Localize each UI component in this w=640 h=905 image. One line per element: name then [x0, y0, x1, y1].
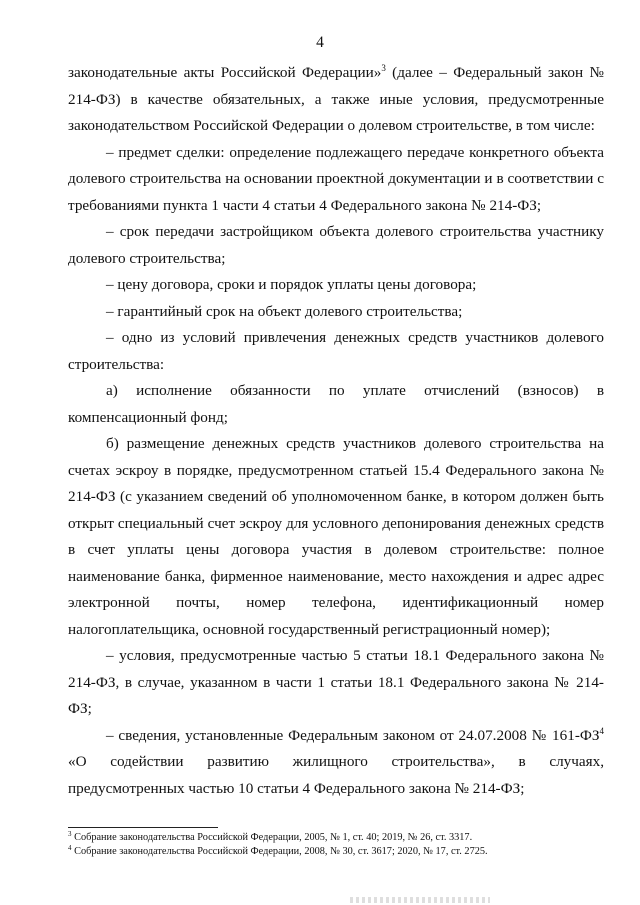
paragraph-price: – цену договора, сроки и порядок уплаты цены договора; — [106, 276, 477, 293]
paragraph-option-b: б) размещение денежных средств участников долевого строительства на счетах эскроу в порядке, предусмотренном статьей 15.4 Федерального закона № 214-ФЗ (с указанием сведений об уполномоченном банке, в котором должен быть открыт специальный счет эскроу для условного депонирования денежных средств в счет уплаты цены договора участия в долевом строительстве: полное наименование банка, фирменное наименование, место нахождения и адрес адрес электронной почты, номер телефона, идентификационный номер налогоплательщика, основной государственный регистрационный номер); — [68, 435, 604, 638]
paragraph-funding-conditions: – одно из условий привлечения денежных средств участников долевого строительства: — [68, 329, 604, 373]
paragraph-warranty: – гарантийный срок на объект долевого строительства; — [106, 302, 463, 320]
footnote-3-text: Собрание законодательства Российской Федерации, 2005, № 1, ст. 40; 2019, № 26, ст. 3317. — [71, 832, 473, 843]
footnote-4-text: Собрание законодательства Российской Федерации, 2008, № 30, ст. 3617; 2020, № 17, ст. 2725. — [71, 846, 488, 857]
footnote-4 — [68, 845, 604, 859]
paragraph-article-18-1: – условия, предусмотренные частью 5 статьи 18.1 Федерального закона № 214-ФЗ, в случае, указанном в части 1 статьи 18.1 Федерального закона № 214-ФЗ; — [68, 647, 604, 717]
paragraph-1 — [68, 60, 604, 140]
scan-artifact — [350, 897, 490, 903]
paragraph-1-text: законодательные акты Российской Федерации» — [68, 64, 382, 81]
paragraph-1-text-cont: (далее – Федеральный закон № 214-ФЗ) в качестве обязательных, а также иные условия, предусмотренные законодательством Российской Федерации о долевом строительстве, в том числе: — [68, 64, 604, 134]
footnote-ref-3: 3 — [381, 63, 386, 73]
paragraph-law-161-text: – сведения, установленные Федеральным законом от 24.07.2008 № 161-ФЗ — [106, 726, 600, 744]
paragraph-option-a: а) исполнение обязанности по уплате отчислений (взносов) в компенсационный фонд; — [68, 382, 604, 426]
footnotes — [68, 831, 604, 859]
footnote-mark-4: 4 — [68, 844, 72, 852]
paragraph-law-161 — [68, 723, 604, 803]
footnote-mark-3: 3 — [68, 830, 72, 838]
footnote-separator — [68, 827, 218, 828]
paragraph-subject: – предмет сделки: определение подлежащего передаче конкретного объекта долевого строительства на основании проектной документации и в соответствии с требованиями пункта 1 части 4 статьи 4 Федерального закона № 214-ФЗ; — [68, 143, 604, 214]
paragraph-law-161-text-cont: «О содействии развитию жилищного строительства», в случаях, предусмотренных частью 10 статьи 4 Федерального закона № 214-ФЗ; — [68, 753, 604, 797]
footnote-3 — [68, 831, 604, 845]
page-number: 4 — [316, 34, 324, 51]
footnote-ref-4: 4 — [599, 725, 604, 736]
body-text — [68, 60, 604, 802]
paragraph-transfer-term: – срок передачи застройщиком объекта долевого строительства участнику долевого строительства; — [68, 223, 604, 267]
